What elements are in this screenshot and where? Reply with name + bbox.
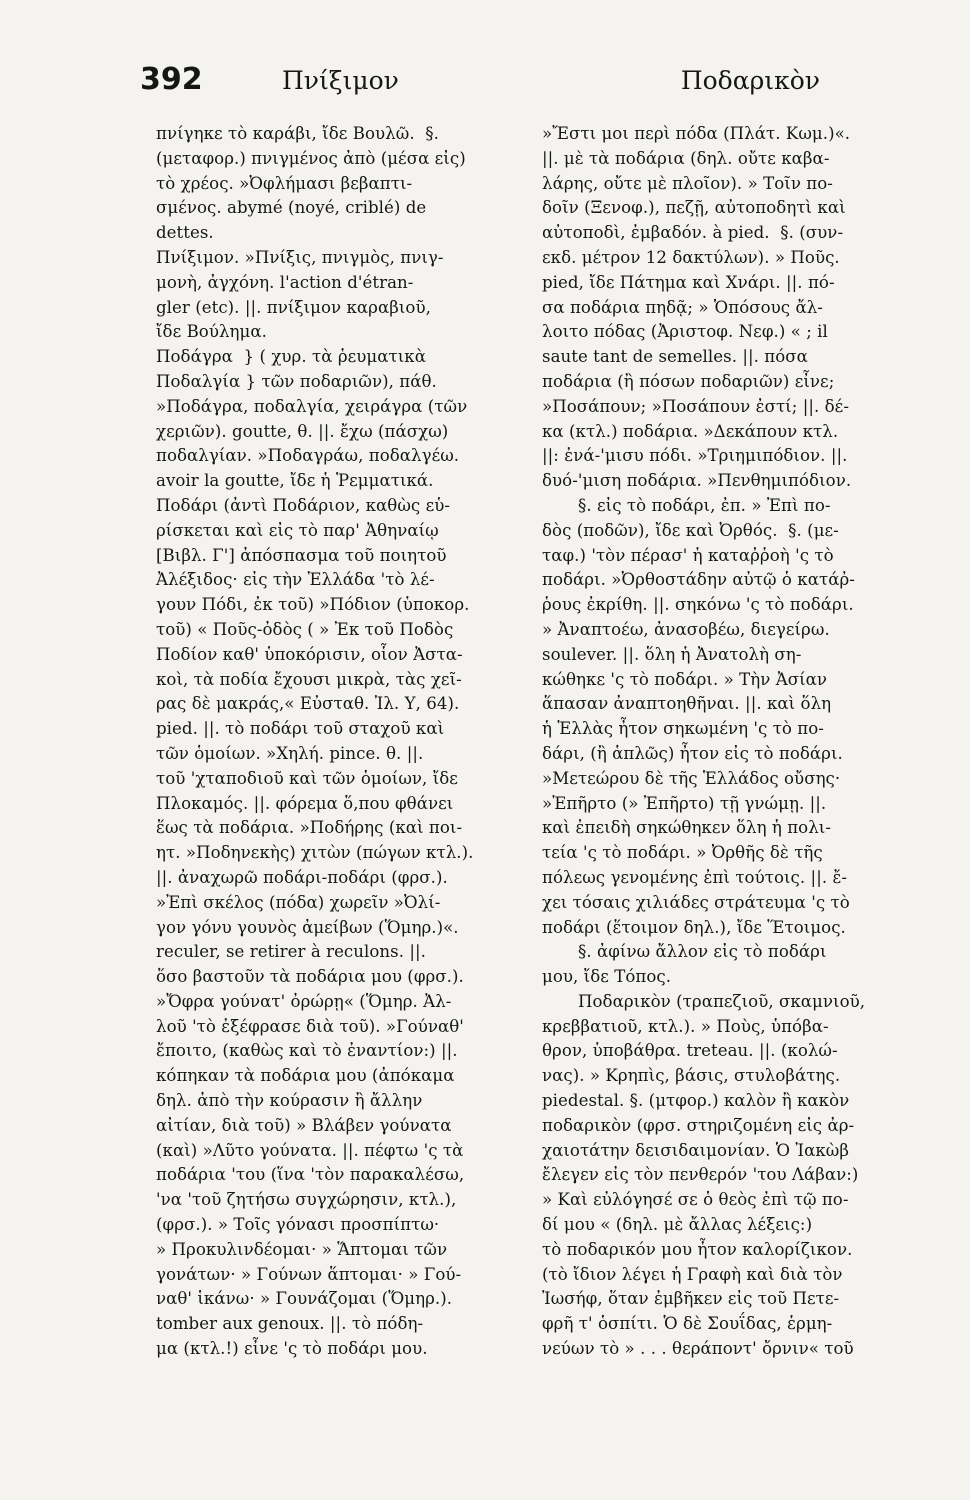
text-line: δί μου « (δηλ. μὲ ἄλλας λέξεις:) (542, 1215, 813, 1235)
text-line: δυό-'μιση ποδάρια. »Πενθημιπόδιον. (542, 471, 852, 491)
text-line: νεύων τὸ » . . . θεράποντ' ὄρνιν« τοῦ (542, 1339, 854, 1359)
text-line: γουν Πόδι, ἐκ τοῦ) »Πόδιον (ὑποκορ. (156, 595, 470, 615)
text-line: »Ἐπῆρτο (» Ἐπῆρτο) τῇ γνώμῃ. ||. (542, 793, 827, 813)
text-line: θρον, ὑποβάθρα. treteau. ||. (κολώ- (542, 1041, 838, 1061)
text-line: ἕως τὰ ποδάρια. »Ποδήρης (καὶ ποι- (156, 818, 463, 838)
text-line: ἴδε Βούλημα. (156, 322, 267, 342)
text-line: δὸς (ποδῶν), ἴδε καὶ Ὀρθός. §. (με- (542, 520, 839, 540)
text-line: σα ποδάρια πηδᾷ; » Ὁπόσους ἄλ- (542, 297, 823, 317)
text-line: νας). » Κρηπὶς, βάσις, στυλοβάτης. (542, 1066, 841, 1086)
text-line: κώθηκε 'ς τὸ ποδάρι. » Τὴν Ἀσίαν (542, 669, 828, 689)
text-line: Πλοκαμός. ||. φόρεμα ὅ,που φθάνει (156, 793, 454, 813)
text-line: ἔλεγεν εἰς τὸν πενθερόν 'του Λάβαν:) (542, 1165, 859, 1185)
text-line: ταφ.) 'τὸν πέρασ' ἡ καταῤῥοὴ 'ς τὸ (542, 545, 834, 565)
text-line: Ποδαλγία } τῶν ποδαριῶν), πάθ. (156, 371, 437, 391)
text-line: »Ἔστι μοι περὶ πόδα (Πλάτ. Κωμ.)«. (542, 124, 851, 143)
text-line: τοῦ) « Ποῦς-ὀδὸς ( » Ἐκ τοῦ Ποδὸς (156, 619, 454, 639)
text-line: δάρι, (ἢ ἁπλῶς) ἦτον εἰς τὸ ποδάρι. (542, 743, 843, 763)
text-line: γον γόνυ γουνὸς ἀμείβων (Ὅμηρ.)«. (156, 917, 459, 937)
text-line: ||. ἀναχωρῶ ποδάρι-ποδάρι (φρσ.). (156, 867, 448, 887)
text-line: Ποδάρι (ἀντὶ Ποδάριον, καθὼς εὑ- (156, 495, 451, 515)
text-line: pied, ἴδε Πάτημα καὶ Χνάρι. ||. πό- (542, 272, 835, 292)
text-line: ητ. »Ποδηνεκὴς) χιτὼν (πώγων κτλ.). (156, 843, 474, 863)
text-line: ρας δὲ μακράς,« Εὐσταθ. Ἰλ. Υ, 64). (156, 694, 460, 714)
text-line: χαιοτάτην δεισιδαιμονίαν. Ὁ Ἰακὼβ (542, 1140, 849, 1160)
text-line: ὅσο βαστοῦν τὰ ποδάρια μου (φρσ.). (156, 967, 464, 987)
text-line: dettes. (156, 223, 214, 243)
text-line: »Ποσάπουν; »Ποσάπουν ἐστί; ||. δέ- (542, 396, 849, 416)
text-line: καὶ ἐπειδὴ σηκώθηκεν ὅλη ἡ πολι- (542, 818, 831, 838)
text-line: φρῆ τ' ὁσπίτι. Ὁ δὲ Σουΐδας, ἑρμη- (542, 1314, 833, 1334)
text-line: τὸ χρέος. »Ὀφλήμασι βεβαπτι- (156, 173, 413, 193)
text-line: §. ἀφίνω ἄλλον εἰς τὸ ποδάρι (578, 942, 827, 962)
text-line: κόπηκαν τὰ ποδάρια μου (ἀπόκαμα (156, 1066, 455, 1086)
page-header (140, 62, 840, 112)
text-line: ποδαλγίαν. »Ποδαγράω, ποδαλγέω. (156, 446, 460, 466)
text-line: ποδάρια 'του (ἵνα 'τὸν παρακαλέσω, (156, 1165, 465, 1185)
text-line: 'να 'τοῦ ζητήσω συγχώρησιν, κτλ.), (156, 1190, 457, 1210)
text-line: λοῦ 'τὸ ἐξέφρασε διὰ τοῦ). »Γούναθ' (156, 1016, 464, 1036)
text-line: soulever. ||. ὅλη ἡ Ἀνατολὴ ση- (542, 644, 802, 664)
text-line: Πνίξιμον. »Πνίξις, πνιγμὸς, πνιγ- (156, 247, 444, 267)
text-line: » Καὶ εὐλόγησέ σε ὁ θεὸς ἐπὶ τῷ πο- (542, 1190, 849, 1210)
text-line: Ποδαρικὸν (τραπεζιοῦ, σκαμνιοῦ, (578, 991, 866, 1011)
text-line: τῶν ὁμοίων. »Χηλή. pince. θ. ||. (156, 743, 424, 763)
left-column (120, 122, 520, 1362)
text-line: αὐτοποδὶ, ἐμβαδόν. à pied. §. (συν- (542, 223, 844, 243)
text-line: Ἰωσήφ, ὅταν ἐμβῆκεν εἰς τοῦ Πετε- (542, 1289, 840, 1309)
text-line: Ἀλέξιδος· εἰς τὴν Ἑλλάδα 'τὸ λέ- (156, 570, 435, 590)
left-headword: Πνίξιμον (282, 66, 399, 95)
text-line: ποδάρι. »Ὀρθοστάδην αὐτῷ ὁ κατάῤ- (542, 570, 855, 590)
text-line: τὸ ποδαρικόν μου ἦτον καλορίζικον. (542, 1239, 853, 1259)
text-line: »Ὄφρα γούνατ' ὀρώρῃ« (Ὅμηρ. Ἀλ- (156, 991, 452, 1011)
text-line: ρίσκεται καὶ εἰς τὸ παρ' Ἀθηναίῳ (156, 520, 439, 540)
text-line: χεριῶν). goutte, θ. ||. ἔχω (πάσχω) (156, 421, 449, 441)
text-line: » Ἀναπτοέω, ἀνασοβέω, διεγείρω. (542, 619, 830, 639)
text-line: πνίγηκε τὸ καράβι, ἴδε Βουλῶ. §. (156, 124, 439, 143)
text-line: λάρης, οὔτε μὲ πλοῖον). » Τοῖν πο- (542, 173, 833, 193)
text-line: ἡ Ἑλλὰς ἦτον σηκωμένη 'ς τὸ πο- (542, 719, 824, 739)
text-line: Ποδάγρα } ( χυρ. τὰ ῥευματικὰ (156, 347, 426, 367)
text-line: »Ἐπὶ σκέλος (πόδα) χωρεῖν »Ὀλί- (156, 892, 441, 912)
text-line: ||: ἐνά-'μισυ πόδι. »Τριημιπόδιον. ||. (542, 446, 848, 466)
text-line: χει τόσαις χιλιάδες στράτευμα 'ς τὸ (542, 892, 850, 912)
page-number: 392 (140, 62, 203, 97)
text-line: γονάτων· » Γούνων ἅπτομαι· » Γού- (156, 1264, 462, 1284)
text-line: λοιτο πόδας (Ἀριστοφ. Νεφ.) « ; il (542, 322, 828, 342)
text-line: κα (κτλ.) ποδάρια. »Δεκάπουν κτλ. (542, 421, 839, 441)
text-line: gler (etc). ||. πνίξιμον καραβιοῦ, (156, 297, 431, 317)
text-line: (τὸ ἴδιον λέγει ἡ Γραφὴ καὶ διὰ τὸν (542, 1264, 843, 1284)
text-line: ναθ' ἱκάνω· » Γουνάζομαι (Ὅμηρ.). (156, 1289, 453, 1309)
text-line: κρεββατιοῦ, κτλ.). » Ποὺς, ὑπόβα- (542, 1016, 829, 1036)
text-line: »Μετεώρου δὲ τῆς Ἑλλάδος οὔσης· (542, 768, 841, 788)
text-line: ||. μὲ τὰ ποδάρια (δηλ. οὔτε καβα- (542, 148, 830, 168)
text-line: ῥους ἐκρίθη. ||. σηκόνω 'ς τὸ ποδάρι. (542, 595, 854, 615)
text-line: avoir la goutte, ἴδε ἡ Ῥεμματικά. (156, 471, 434, 491)
text-line: ποδάρια (ἢ πόσων ποδαριῶν) εἶνε; (542, 371, 835, 391)
text-line: (καὶ) »Λῦτο γούνατα. ||. πέφτω 'ς τὰ (156, 1140, 464, 1160)
text-line: τοῦ 'χταποδιοῦ καὶ τῶν ὁμοίων, ἴδε (156, 768, 458, 788)
right-column (542, 122, 952, 1362)
text-line: μονὴ, ἀγχόνη. l'action d'étran- (156, 272, 414, 292)
text-line: ποδάρι (ἕτοιμον δηλ.), ἴδε Ἕτοιμος. (542, 917, 846, 937)
text-line: εκδ. μέτρον 12 δακτύλων). » Ποῦς. (542, 247, 840, 267)
text-line: ποδαρικὸν (φρσ. στηριζομένη εἰς ἀρ- (542, 1115, 855, 1135)
text-line: δηλ. ἀπὸ τὴν κούρασιν ἢ ἄλλην (156, 1091, 423, 1111)
text-line: ἅπασαν ἀναπτοηθῆναι. ||. καὶ ὅλη (542, 694, 832, 714)
text-line: πόλεως γενομένης ἐπὶ τούτοις. ||. ἔ- (542, 867, 848, 887)
text-line: αἰτίαν, διὰ τοῦ) » Βλάβεν γούνατα (156, 1115, 452, 1135)
text-line: (μεταφορ.) πνιγμένος ἀπὸ (μέσα εἰς) (156, 148, 466, 168)
text-line: (φρσ.). » Τοῖς γόνασι προσπίπτω· (156, 1215, 440, 1235)
text-line: Ποδίον καθ' ὑποκόρισιν, οἷον Ἀστα- (156, 644, 463, 664)
text-line: μα (κτλ.!) εἶνε 'ς τὸ ποδάρι μου. (156, 1339, 428, 1359)
text-line: τεία 'ς τὸ ποδάρι. » Ὀρθῆς δὲ τῆς (542, 843, 823, 863)
text-line: pied. ||. τὸ ποδάρι τοῦ σταχοῦ καὶ (156, 719, 445, 739)
text-line: saute tant de semelles. ||. πόσα (542, 347, 808, 367)
text-line: μου, ἴδε Τόπος. (542, 967, 672, 987)
text-line: κοὶ, τὰ ποδία ἔχουσι μικρὰ, τὰς χεῖ- (156, 669, 462, 689)
text-line: »Ποδάγρα, ποδαλγία, χειράγρα (τῶν (156, 396, 468, 416)
text-line: tomber aux genoux. ||. τὸ πόδη- (156, 1314, 424, 1334)
text-line: §. εἰς τὸ ποδάρι, ἐπ. » Ἐπὶ πο- (578, 495, 831, 515)
right-headword: Ποδαρικὸν (680, 66, 820, 95)
text-line: reculer, se retirer à reculons. ||. (156, 942, 426, 962)
text-line: δοῖν (Ξενοφ.), πεζῇ, αὐτοποδητὶ καὶ (542, 198, 846, 218)
text-line: [Βιβλ. Γ'] ἀπόσπασμα τοῦ ποιητοῦ (156, 545, 447, 565)
text-line: » Προκυλινδέομαι· » Ἅπτομαι τῶν (156, 1239, 448, 1259)
text-line: piedestal. §. (μτφορ.) καλὸν ἢ κακὸν (542, 1091, 850, 1111)
text-line: ἔποιτο, (καθὼς καὶ τὸ ἐναντίον:) ||. (156, 1041, 458, 1061)
text-line: σμένος. abymé (noyé, criblé) de (156, 198, 427, 218)
